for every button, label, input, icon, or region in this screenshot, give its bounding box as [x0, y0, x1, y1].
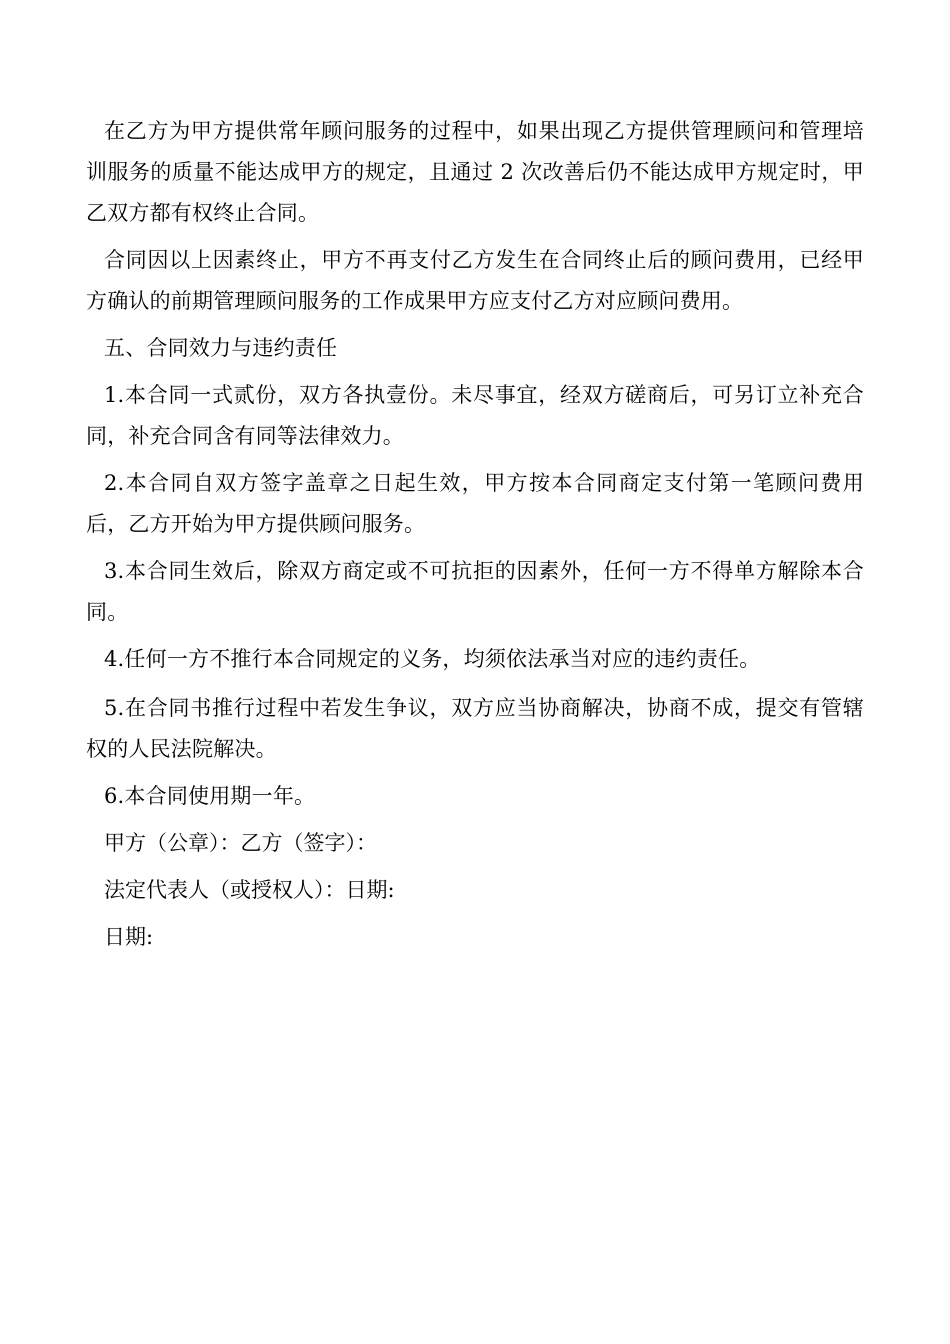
paragraph-termination-fees: 合同因以上因素终止，甲方不再支付乙方发生在合同终止后的顾问费用，已经甲方确认的前期管理顾问服务的工作成果甲方应支付乙方对应顾问费用。 [86, 248, 864, 313]
section-heading-validity-liability: 五、合同效力与违约责任 [104, 336, 338, 360]
clause-5-dispute-resolution: 5.在合同书推行过程中若发生争议，双方应当协商解决，协商不成，提交有管辖权的人民法院解决。 [86, 696, 864, 761]
signature-party-line: 甲方（公章）：乙方（签字）： [104, 831, 377, 855]
signature-representative-line: 法定代表人（或授权人）：日期: [104, 878, 395, 902]
document-body [86, 111, 864, 964]
clause-1-copies: 1.本合同一式贰份，双方各执壹份。未尽事宜，经双方磋商后，可另订立补充合同，补充合同含有同等法律效力。 [86, 383, 864, 448]
paragraph-termination-conditions: 在乙方为甲方提供常年顾问服务的过程中，如果出现乙方提供管理顾问和管理培训服务的质量不能达成甲方的规定，且通过 2 次改善后仍不能达成甲方规定时，甲乙双方都有权终止合同。 [86, 119, 864, 225]
clause-3-no-unilateral-termination: 3.本合同生效后，除双方商定或不可抗拒的因素外，任何一方不得单方解除本合同。 [86, 559, 864, 624]
signature-date-line: 日期: [104, 925, 154, 949]
clause-6-term: 6.本合同使用期一年。 [104, 784, 316, 808]
clause-2-effective-date: 2.本合同自双方签字盖章之日起生效，甲方按本合同商定支付第一笔顾问费用后，乙方开始为甲方提供顾问服务。 [86, 471, 864, 536]
clause-4-breach-liability: 4.任何一方不推行本合同规定的义务，均须依法承当对应的违约责任。 [104, 647, 761, 671]
